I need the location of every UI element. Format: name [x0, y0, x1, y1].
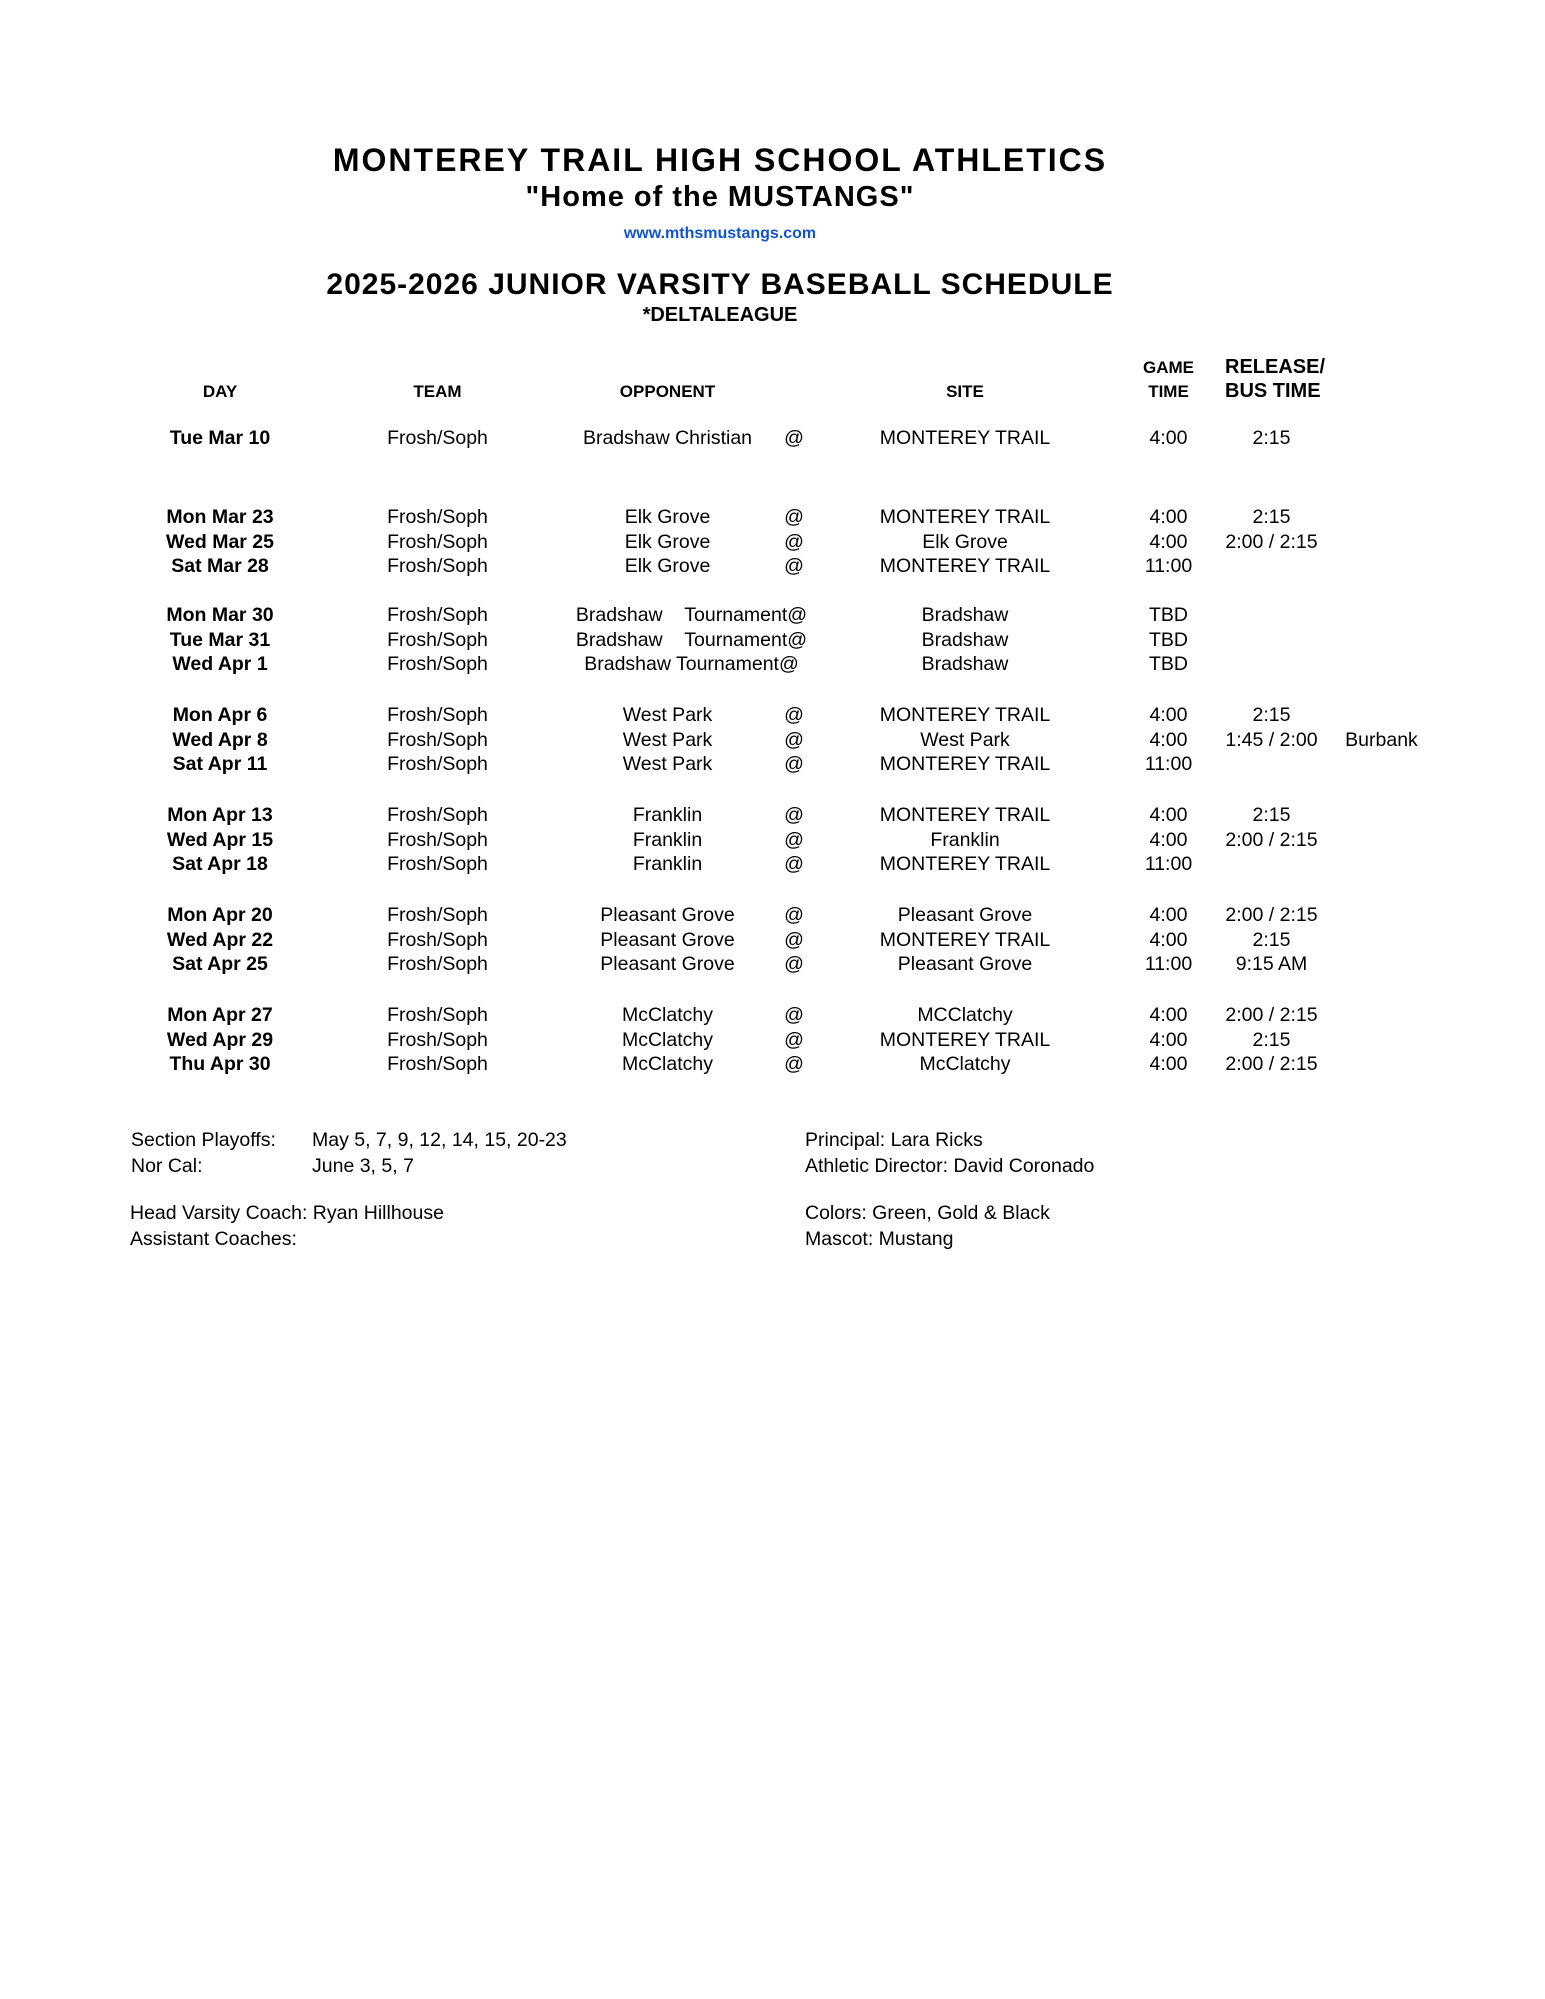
cell-team: Frosh/Soph — [387, 426, 488, 449]
cell-team: Frosh/Soph — [387, 853, 488, 876]
cell-site: Bradshaw — [921, 653, 1009, 676]
cell-team: Frosh/Soph — [387, 555, 488, 578]
cell-day: Wed Mar 25 — [165, 530, 274, 553]
cell-at-symbol: @ — [784, 753, 804, 776]
cell-release-time: 2:15 — [1252, 505, 1291, 528]
cell-release-time: 2:00 / 2:15 — [1225, 1053, 1318, 1076]
cell-at-symbol: @ — [784, 953, 804, 976]
cell-at-symbol: @ — [784, 903, 804, 926]
cell-team: Frosh/Soph — [387, 628, 488, 651]
cell-release-time: 9:15 AM — [1235, 953, 1308, 976]
schedule-row — [130, 752, 1445, 777]
cell-team: Frosh/Soph — [387, 903, 488, 926]
table-header-row — [130, 352, 1445, 403]
cell-site: Franklin — [930, 828, 1000, 851]
schedule-group — [130, 1003, 1445, 1077]
cell-day: Sat Apr 11 — [172, 753, 268, 776]
cell-day: Mon Apr 6 — [172, 703, 268, 726]
cell-release-time: 2:00 / 2:15 — [1225, 1003, 1318, 1026]
cell-site: Elk Grove — [922, 530, 1008, 553]
cell-game-time: 11:00 — [1144, 953, 1193, 976]
cell-site: Pleasant Grove — [897, 903, 1033, 926]
cell-opponent: Bradshaw Tournament@ — [575, 628, 808, 651]
cell-site: MONTEREY TRAIL — [879, 853, 1051, 876]
cell-game-time: 4:00 — [1149, 530, 1188, 553]
column-header-day: DAY — [202, 381, 238, 401]
cell-opponent: McClatchy — [621, 1003, 714, 1026]
assistant-coaches-line: Assistant Coaches: — [130, 1228, 297, 1250]
cell-team: Frosh/Soph — [387, 603, 488, 626]
cell-release-time: 2:15 — [1252, 1028, 1291, 1051]
schedule-group — [130, 903, 1445, 977]
cell-game-time: 4:00 — [1149, 703, 1188, 726]
cell-game-time: TBD — [1149, 603, 1188, 626]
column-header-team: TEAM — [413, 381, 462, 401]
norcal-value: June 3, 5, 7 — [312, 1155, 414, 1177]
cell-opponent: Bradshaw Christian — [582, 426, 753, 449]
schedule-row — [130, 928, 1445, 953]
schedule-row — [130, 426, 1445, 451]
cell-opponent: Franklin — [632, 853, 703, 876]
cell-day: Wed Apr 15 — [166, 828, 274, 851]
cell-release-time: 2:00 / 2:15 — [1225, 903, 1318, 926]
cell-team: Frosh/Soph — [387, 753, 488, 776]
column-header-game-time — [1112, 356, 1225, 403]
cell-at-symbol: @ — [784, 803, 804, 826]
cell-site: MONTEREY TRAIL — [879, 555, 1051, 578]
colors-line: Colors: Green, Gold & Black — [805, 1202, 1050, 1224]
cell-release-time: 2:15 — [1252, 426, 1291, 449]
principal-line: Principal: Lara Ricks — [805, 1129, 983, 1151]
cell-site: West Park — [920, 728, 1010, 751]
cell-game-time: 11:00 — [1144, 753, 1193, 776]
cell-team: Frosh/Soph — [387, 1028, 488, 1051]
cell-note: Burbank — [1345, 728, 1418, 751]
cell-at-symbol: @ — [784, 555, 804, 578]
schedule-group — [130, 603, 1445, 677]
cell-at-symbol: @ — [784, 828, 804, 851]
cell-at-symbol: @ — [784, 1028, 804, 1051]
cell-opponent: Pleasant Grove — [600, 953, 735, 976]
athletic-director-line: Athletic Director: David Coronado — [805, 1155, 1095, 1177]
cell-team: Frosh/Soph — [387, 728, 488, 751]
cell-opponent: McClatchy — [621, 1053, 714, 1076]
cell-team: Frosh/Soph — [387, 828, 488, 851]
cell-opponent: Franklin — [632, 828, 703, 851]
league-label: *DELTALEAGUE — [642, 304, 798, 326]
cell-game-time: 11:00 — [1144, 555, 1193, 578]
column-header-opponent: OPPONENT — [619, 381, 716, 401]
cell-team: Frosh/Soph — [387, 530, 488, 553]
cell-day: Mon Mar 23 — [166, 505, 274, 528]
head-coach-line: Head Varsity Coach: Ryan Hillhouse — [130, 1202, 444, 1224]
cell-day: Sat Apr 18 — [172, 853, 268, 876]
cell-team: Frosh/Soph — [387, 1053, 488, 1076]
cell-game-time: 4:00 — [1149, 1028, 1188, 1051]
schedule-group — [130, 426, 1445, 451]
cell-day: Wed Apr 22 — [166, 928, 274, 951]
cell-at-symbol: @ — [784, 728, 804, 751]
game-time-line1: GAME — [1143, 358, 1194, 377]
schedule-row — [130, 603, 1445, 628]
section-playoffs-value: May 5, 7, 9, 12, 14, 15, 20-23 — [312, 1129, 567, 1151]
schedule-row — [130, 803, 1445, 828]
schedule-group — [130, 803, 1445, 877]
schedule-row — [130, 628, 1445, 653]
schedule-row — [130, 852, 1445, 877]
cell-opponent: Pleasant Grove — [600, 903, 735, 926]
cell-site: MONTEREY TRAIL — [879, 426, 1051, 449]
cell-release-time: 2:00 / 2:15 — [1225, 828, 1318, 851]
column-header-release-bus-time — [1225, 356, 1326, 403]
cell-site: MONTEREY TRAIL — [879, 928, 1051, 951]
schedule-row — [130, 728, 1445, 753]
cell-site: MONTEREY TRAIL — [879, 1028, 1051, 1051]
section-playoffs-label: Section Playoffs: — [131, 1129, 276, 1151]
schedule-row — [130, 828, 1445, 853]
cell-site: Bradshaw — [921, 603, 1009, 626]
page-title: MONTEREY TRAIL HIGH SCHOOL ATHLETICS — [332, 142, 1108, 178]
cell-day: Tue Mar 31 — [169, 628, 271, 651]
cell-game-time: 4:00 — [1149, 828, 1188, 851]
cell-release-time: 2:00 / 2:15 — [1225, 530, 1318, 553]
cell-team: Frosh/Soph — [387, 1003, 488, 1026]
cell-opponent: West Park — [622, 753, 713, 776]
cell-at-symbol: @ — [784, 928, 804, 951]
cell-release-time: 2:15 — [1252, 703, 1291, 726]
cell-day: Mon Mar 30 — [166, 603, 274, 626]
schedule-row — [130, 530, 1445, 555]
cell-game-time: 4:00 — [1149, 1053, 1188, 1076]
schedule-row — [130, 703, 1445, 728]
cell-team: Frosh/Soph — [387, 703, 488, 726]
schedule-group — [130, 505, 1445, 579]
cell-opponent: Elk Grove — [624, 555, 711, 578]
cell-team: Frosh/Soph — [387, 653, 488, 676]
school-motto: "Home of the MUSTANGS" — [525, 181, 915, 213]
cell-at-symbol: @ — [784, 703, 804, 726]
cell-opponent: Elk Grove — [624, 505, 711, 528]
cell-at-symbol: @ — [784, 426, 804, 449]
cell-day: Mon Apr 13 — [167, 803, 273, 826]
cell-site: Bradshaw — [921, 628, 1009, 651]
cell-release-time: 2:15 — [1252, 803, 1291, 826]
cell-game-time: 4:00 — [1149, 1003, 1188, 1026]
cell-site: MONTEREY TRAIL — [879, 505, 1051, 528]
cell-team: Frosh/Soph — [387, 953, 488, 976]
cell-day: Mon Apr 20 — [167, 903, 273, 926]
cell-site: Pleasant Grove — [897, 953, 1033, 976]
cell-site: MCClatchy — [917, 1003, 1013, 1026]
schedule-row — [130, 1003, 1445, 1028]
cell-opponent: West Park — [622, 703, 713, 726]
cell-game-time: 4:00 — [1149, 903, 1188, 926]
cell-day: Wed Apr 1 — [172, 653, 268, 676]
cell-game-time: 4:00 — [1149, 803, 1188, 826]
cell-day: Thu Apr 30 — [169, 1053, 271, 1076]
cell-opponent: Pleasant Grove — [600, 928, 735, 951]
cell-at-symbol: @ — [784, 530, 804, 553]
cell-day: Wed Apr 8 — [172, 728, 268, 751]
cell-game-time: 4:00 — [1149, 426, 1188, 449]
cell-release-time: 1:45 / 2:00 — [1225, 728, 1318, 751]
website-link[interactable]: www.mthsmustangs.com — [623, 225, 817, 242]
schedule-group — [130, 703, 1445, 777]
game-time-line2: TIME — [1148, 381, 1189, 401]
cell-game-time: 4:00 — [1149, 505, 1188, 528]
cell-site: MONTEREY TRAIL — [879, 703, 1051, 726]
cell-opponent: McClatchy — [621, 1028, 714, 1051]
cell-opponent: Franklin — [632, 803, 703, 826]
schedule-title: 2025-2026 JUNIOR VARSITY BASEBALL SCHEDULE — [326, 268, 1114, 301]
cell-day: Tue Mar 10 — [169, 426, 271, 449]
cell-day: Wed Apr 29 — [166, 1028, 274, 1051]
schedule-row — [130, 554, 1445, 579]
cell-game-time: 4:00 — [1149, 928, 1188, 951]
cell-game-time: TBD — [1149, 653, 1188, 676]
cell-at-symbol: @ — [784, 853, 804, 876]
cell-site: McClatchy — [919, 1053, 1011, 1076]
cell-team: Frosh/Soph — [387, 928, 488, 951]
cell-at-symbol: @ — [784, 1053, 804, 1076]
schedule-row — [130, 952, 1445, 977]
cell-opponent: Bradshaw Tournament@ — [584, 653, 799, 676]
cell-day: Sat Apr 25 — [172, 953, 268, 976]
cell-team: Frosh/Soph — [387, 803, 488, 826]
cell-site: MONTEREY TRAIL — [879, 753, 1051, 776]
cell-team: Frosh/Soph — [387, 505, 488, 528]
schedule-row — [130, 1028, 1445, 1053]
column-header-site: SITE — [946, 381, 984, 401]
schedule-row — [130, 505, 1445, 530]
release-line1: RELEASE/ — [1225, 356, 1326, 378]
cell-day: Mon Apr 27 — [167, 1003, 273, 1026]
schedule-row — [130, 652, 1445, 677]
cell-day: Sat Mar 28 — [171, 555, 269, 578]
release-line2: BUS TIME — [1225, 379, 1321, 402]
cell-opponent: Bradshaw Tournament@ — [575, 603, 808, 626]
cell-opponent: Elk Grove — [624, 530, 711, 553]
cell-game-time: 4:00 — [1149, 728, 1188, 751]
cell-release-time: 2:15 — [1252, 928, 1291, 951]
cell-at-symbol: @ — [784, 505, 804, 528]
cell-opponent: West Park — [622, 728, 713, 751]
mascot-line: Mascot: Mustang — [805, 1228, 954, 1250]
cell-game-time: 11:00 — [1144, 853, 1193, 876]
cell-site: MONTEREY TRAIL — [879, 803, 1051, 826]
norcal-label: Nor Cal: — [131, 1155, 203, 1177]
cell-game-time: TBD — [1149, 628, 1188, 651]
schedule-row — [130, 1052, 1445, 1077]
schedule-row — [130, 903, 1445, 928]
cell-at-symbol: @ — [784, 1003, 804, 1026]
